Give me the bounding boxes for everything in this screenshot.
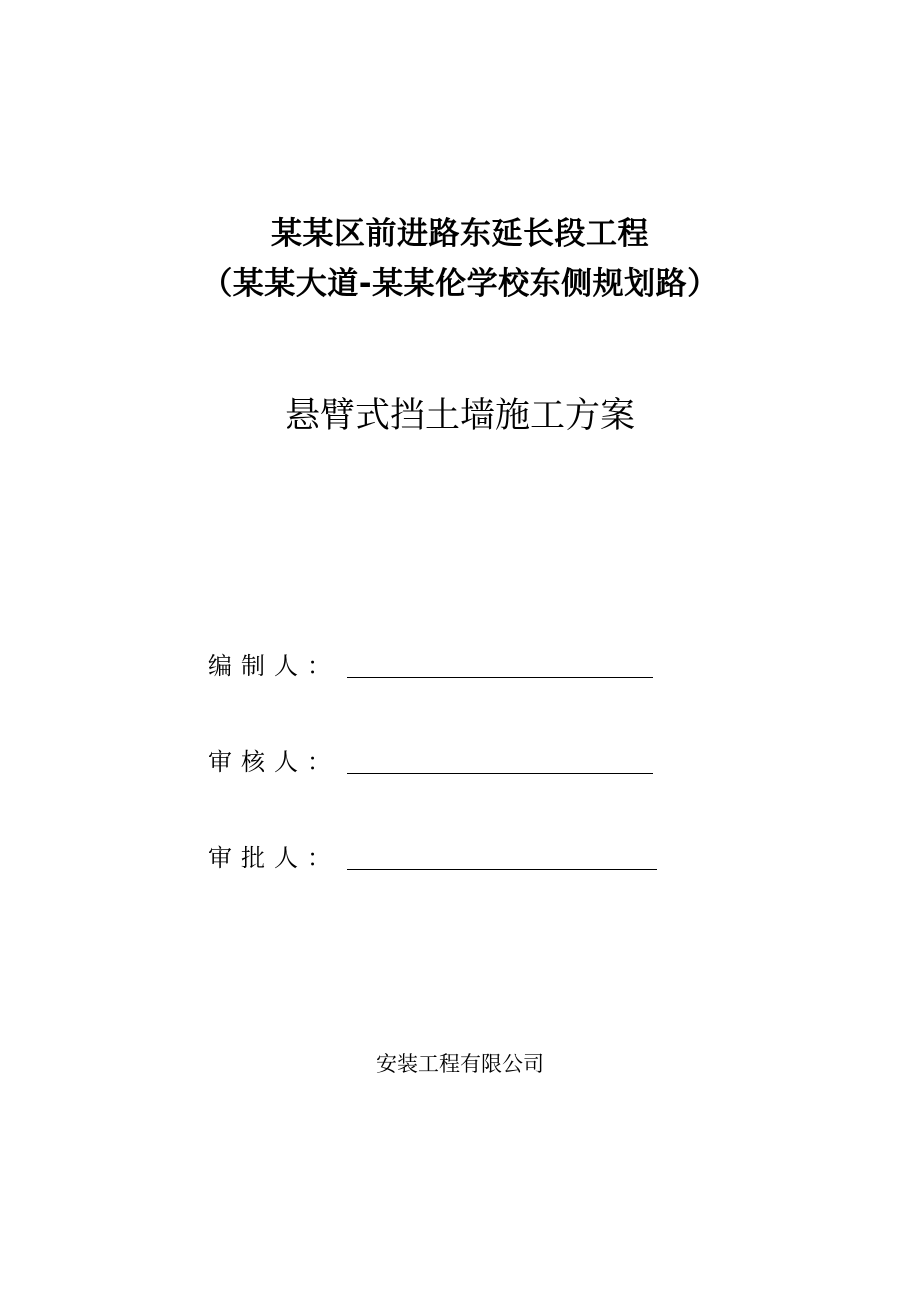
reviewer-signature-line [347, 773, 653, 774]
compiler-signature-line [347, 677, 653, 678]
approver-label: 审批人： [208, 844, 340, 872]
project-title-line2: （某某大道-某某伦学校东侧规划路） [201, 266, 719, 302]
reviewer-label: 审核人： [208, 748, 340, 776]
compiler-label: 编制人： [208, 652, 340, 680]
document-title: 悬臂式挡土墙施工方案 [284, 396, 635, 436]
approver-signature-line [347, 869, 657, 870]
company-name: 安装工程有限公司 [376, 1052, 544, 1076]
project-title-line1: 某某区前进路东延长段工程 [271, 216, 649, 252]
